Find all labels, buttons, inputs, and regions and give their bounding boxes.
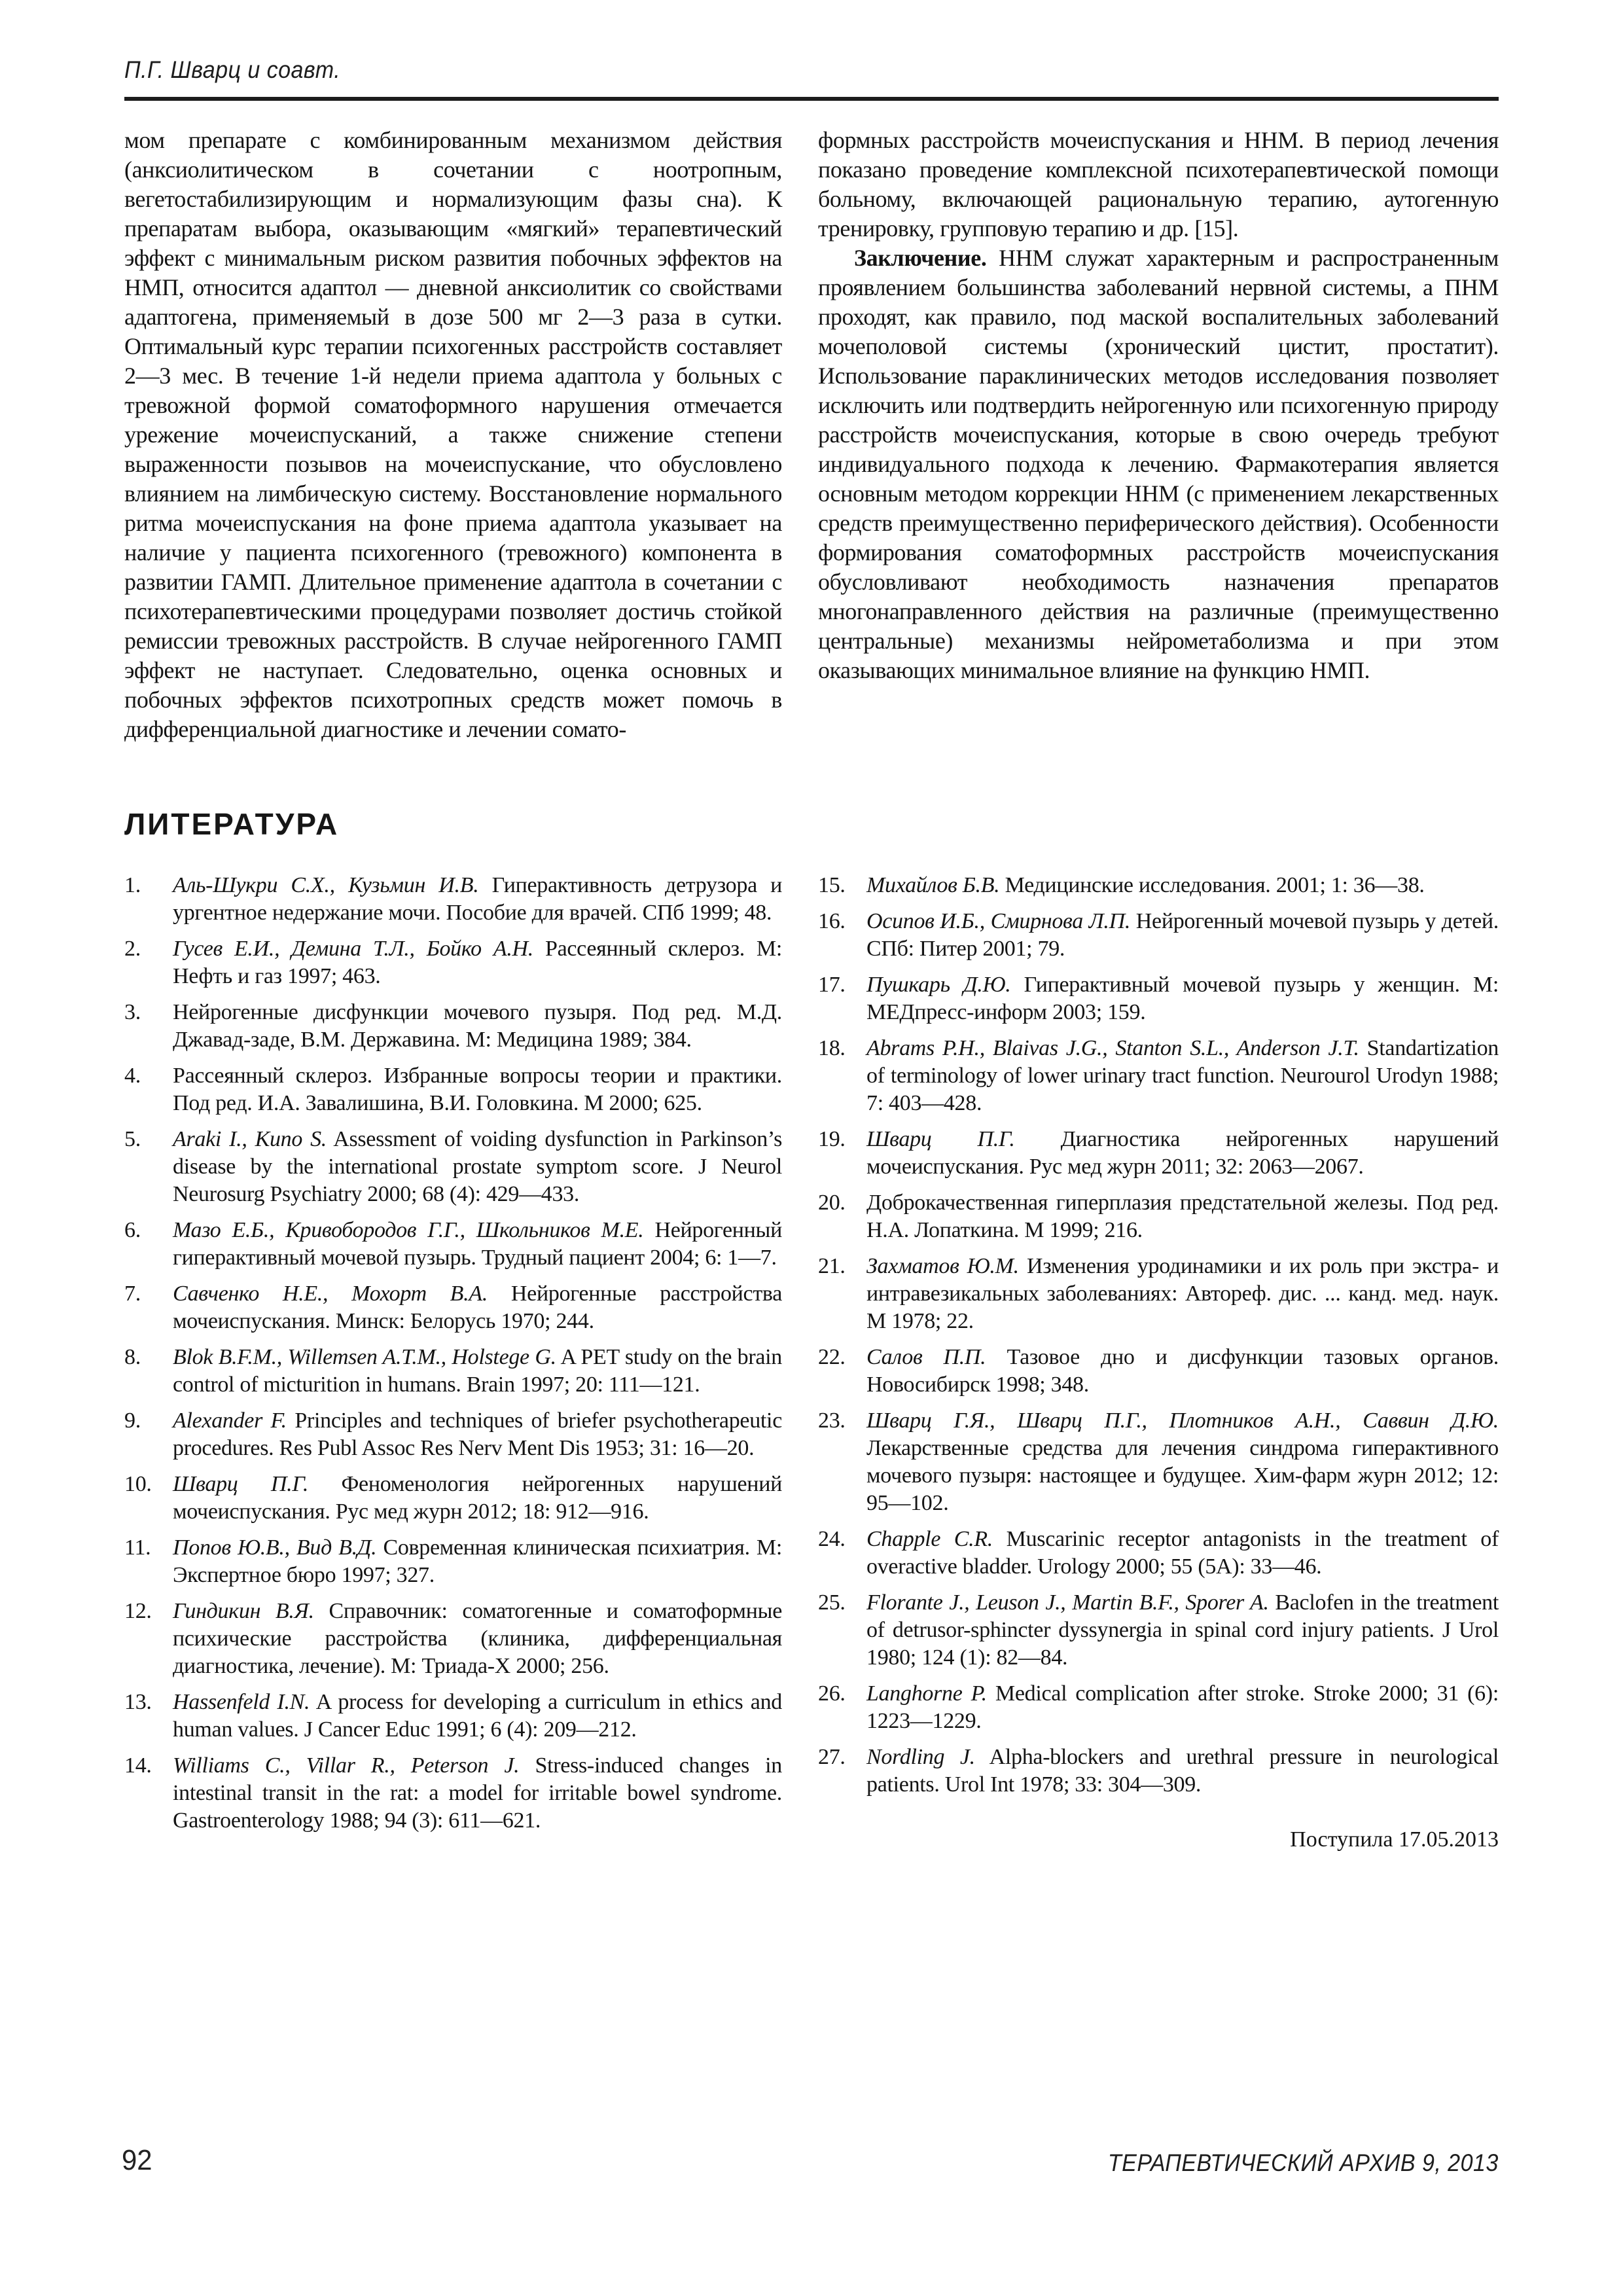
reference-text: Araki I., Kuno S. Assessment of voiding dysfunction in Parkinson’s disease by the international prostate symptom score. J Neurol Neurosurg Psychiatry 2000; 68 (4): 429—433. (173, 1127, 783, 1206)
conclusion-label: Заключение. (854, 245, 987, 271)
reference-number: 15. (818, 873, 846, 897)
reference-number: 9. (124, 1408, 141, 1433)
reference-number: 21. (818, 1254, 846, 1278)
reference-number: 12. (124, 1599, 152, 1623)
reference-number: 17. (818, 973, 846, 997)
reference-number: 27. (818, 1745, 846, 1769)
reference-item (818, 971, 1499, 1026)
reference-text: Florante J., Leuson J., Martin B.F., Sporer A. Baclofen in the treatment of detrusor-sphincter dyssynergia in spinal cord injury patients. J Urol 1980; 124 (1): 82—84. (866, 1590, 1499, 1670)
reference-authors: Williams C., Villar R., Peterson J. (173, 1753, 520, 1778)
reference-authors: Захматов Ю.М. (866, 1254, 1019, 1278)
reference-item (124, 1471, 782, 1526)
reference-authors: Михайлов Б.В. (866, 873, 1000, 897)
reference-text: Рассеянный склероз. Избранные вопросы теории и практики. Под ред. И.А. Завалишина, В.И. Головкина. М 2000; 625. (173, 1064, 782, 1115)
reference-authors: Araki I., Kuno S. (173, 1127, 327, 1151)
reference-authors: Florante J., Leuson J., Martin B.F., Sporer A. (866, 1590, 1269, 1615)
reference-authors: Шварц П.Г. (173, 1472, 309, 1496)
reference-number: 5. (124, 1127, 141, 1151)
reference-text: Chapple C.R. Muscarinic receptor antagonists in the treatment of overactive bladder. Urology 2000; 55 (5A): 33—46. (866, 1527, 1499, 1579)
reference-item (124, 872, 782, 927)
reference-number: 1. (124, 873, 141, 897)
reference-item (818, 1744, 1499, 1799)
reference-authors: Chapple C.R. (866, 1527, 993, 1551)
reference-authors: Гиндикин В.Я. (173, 1599, 314, 1623)
reference-number: 18. (818, 1036, 846, 1060)
reference-text: Мазо Е.Б., Кривобородов Г.Г., Школьников М.Е. Нейрогенный гиперактивный мочевой пузырь. Трудный пациент 2004; 6: 1—7. (173, 1218, 782, 1270)
reference-item (818, 1589, 1499, 1672)
reference-item (124, 1689, 782, 1744)
reference-number: 10. (124, 1472, 152, 1496)
reference-authors: Аль-Шукри С.Х., Кузьмин И.В. (173, 873, 479, 897)
running-head-title: П.Г. Шварц и соавт. (124, 56, 341, 83)
reference-authors: Langhorne P. (866, 1681, 987, 1706)
reference-number: 23. (818, 1408, 846, 1433)
reference-item (124, 1598, 782, 1680)
reference-text: Шварц Г.Я., Шварц П.Г., Плотников А.Н., Саввин Д.Ю. Лекарственные средства для лечения синдрома гиперактивного мочевого пузыря: настоящее и будущее. Хим-фарм журн 2012; 12: 95—102. (866, 1408, 1499, 1515)
reference-number: 7. (124, 1282, 141, 1306)
received-date: Поступила 17.05.2013 (1290, 1827, 1499, 1852)
reference-text: Осипов И.Б., Смирнова Л.П. Нейрогенный мочевой пузырь у детей. СПб: Питер 2001; 79. (866, 909, 1499, 961)
reference-item (124, 1280, 782, 1335)
reference-authors: Пушкарь Д.Ю. (866, 973, 1011, 997)
reference-text: Попов Ю.В., Вид В.Д. Современная клиническая психиатрия. М: Экспертное бюро 1997; 327. (173, 1535, 782, 1587)
reference-item (124, 1407, 782, 1462)
reference-text: Захматов Ю.М. Изменения уродинамики и их роль при экстра- и интравезикальных заболеваниях: Автореф. дис. ... канд. мед. наук. М 1978; 22. (866, 1254, 1499, 1333)
reference-text: Гусев Е.И., Демина Т.Л., Бойко А.Н. Рассеянный склероз. М: Нефть и газ 1997; 463. (173, 937, 782, 988)
reference-text: Williams C., Villar R., Peterson J. Stress-induced changes in intestinal transit in the rat: a model for irritable bowel syndrome. Gastroenterology 1988; 94 (3): 611—621. (173, 1753, 782, 1833)
reference-item (818, 1680, 1499, 1735)
reference-item (818, 1035, 1499, 1117)
reference-text: Доброкачественная гиперплазия предстательной железы. Под ред. Н.А. Лопаткина. М 1999; 216. (866, 1191, 1499, 1242)
reference-number: 26. (818, 1681, 846, 1706)
reference-text: Михайлов Б.В. Медицинские исследования. 2001; 1: 36—38. (866, 873, 1425, 897)
header-rule (124, 97, 1499, 101)
reference-list-right (818, 872, 1499, 1854)
reference-item (818, 1526, 1499, 1581)
reference-authors: Попов Ю.В., Вид В.Д. (173, 1535, 377, 1560)
reference-number: 8. (124, 1345, 141, 1369)
reference-authors: Осипов И.Б., Смирнова Л.П. (866, 909, 1131, 933)
reference-item (818, 1189, 1499, 1244)
reference-authors: Савченко Н.Е., Мохорт В.А. (173, 1282, 488, 1306)
reference-authors: Салов П.П. (866, 1345, 986, 1369)
reference-authors: Blok B.F.M., Willemsen A.T.M., Holstege G. (173, 1345, 556, 1369)
reference-item (124, 1217, 782, 1272)
reference-text: Пушкарь Д.Ю. Гиперактивный мочевой пузырь у женщин. М: МЕДпресс-информ 2003; 159. (866, 973, 1499, 1024)
reference-text: Салов П.П. Тазовое дно и дисфункции тазовых органов. Новосибирск 1998; 348. (866, 1345, 1499, 1397)
reference-authors: Мазо Е.Б., Кривобородов Г.Г., Школьников М.Е. (173, 1218, 644, 1242)
reference-text: Савченко Н.Е., Мохорт В.А. Нейрогенные расстройства мочеиспускания. Минск: Белорусь 1970; 244. (173, 1282, 783, 1333)
reference-number: 16. (818, 909, 846, 933)
article-paragraph: мом препарате с комбинированным механизмом действия (анксиолитическом в сочетании с ноотропным, вегетостабилизирующим и нормализующим фазы сна). К препаратам выбора, оказывающим «мягкий» терапевтический эффект с минимальным риском развития побочных эффектов на НМП, относится адаптол — дневной анксиолитик со свойствами адаптогена, применяемый в дозе 500 мг 2—3 раза в сутки. Оптимальный курс терапии психогенных расстройств составляет 2—3 мес. В течение 1-й недели приема адаптола у больных с тревожной формой соматоформного нарушения отмечается урежение мочеиспусканий, а также снижение степени выраженности позывов на мочеиспускание, что обусловлено влиянием на лимбическую систему. Восстановление нормального ритма мочеиспускания на фоне приема адаптола указывает на наличие у пациента психогенного (тревожного) компонента в развитии ГАМП. Длительное применение адаптола в сочетании с психотерапевтическими процедурами позволяет достичь стойкой ремиссии тревожных расстройств. В случае нейрогенного ГАМП эффект не наступает. Следовательно, оценка основных и побочных эффектов психотропных средств может помочь в дифференциальной диагностике и лечении сомато- (124, 127, 782, 742)
reference-item (124, 1534, 782, 1589)
reference-number: 11. (124, 1535, 151, 1560)
reference-item (124, 1126, 782, 1208)
journal-footer-title: ТЕРАПЕВТИЧЕСКИЙ АРХИВ 9, 2013 (1108, 2149, 1499, 2176)
reference-authors: Nordling J. (866, 1745, 975, 1769)
reference-item (124, 1344, 782, 1399)
reference-item (124, 1752, 782, 1835)
reference-text: Alexander F. Principles and techniques of briefer psychotherapeutic procedures. Res Publ Assoc Res Nerv Ment Dis 1953; 31: 16—20. (173, 1408, 782, 1460)
reference-text: Шварц П.Г. Диагностика нейрогенных нарушений мочеиспускания. Рус мед журн 2011; 32: 2063—2067. (866, 1127, 1499, 1179)
reference-number: 19. (818, 1127, 846, 1151)
reference-authors: Hassenfeld I.N. (173, 1690, 310, 1714)
reference-authors: Гусев Е.И., Демина Т.Л., Бойко А.Н. (173, 937, 533, 961)
reference-number: 3. (124, 1000, 141, 1024)
reference-item (124, 935, 782, 990)
reference-item (818, 1253, 1499, 1335)
literature-heading: ЛИТЕРАТУРА (124, 807, 340, 841)
reference-item (124, 999, 782, 1054)
article-text-column-right (818, 126, 1499, 685)
reference-text: Nordling J. Alpha-blockers and urethral pressure in neurological patients. Urol Int 1978; 33: 304—309. (866, 1745, 1499, 1797)
reference-number: 22. (818, 1345, 846, 1369)
reference-item (818, 908, 1499, 963)
reference-text: Шварц П.Г. Феноменология нейрогенных нарушений мочеиспускания. Рус мед журн 2012; 18: 912—916. (173, 1472, 782, 1524)
reference-text: Аль-Шукри С.Х., Кузьмин И.В. Гиперактивность детрузора и ургентное недержание мочи. Пособие для врачей. СПб 1999; 48. (173, 873, 782, 925)
reference-authors: Alexander F. (173, 1408, 287, 1433)
reference-number: 24. (818, 1527, 846, 1551)
reference-authors: Abrams P.H., Blaivas J.G., Stanton S.L., Anderson J.T. (866, 1036, 1359, 1060)
reference-item (818, 1344, 1499, 1399)
page-number: 92 (122, 2144, 152, 2176)
reference-number: 20. (818, 1191, 846, 1215)
reference-text: Нейрогенные дисфункции мочевого пузыря. Под ред. М.Д. Джавад-заде, В.М. Державина. М: Медицина 1989; 384. (173, 1000, 782, 1052)
reference-number: 2. (124, 937, 141, 961)
reference-text: Abrams P.H., Blaivas J.G., Stanton S.L., Anderson J.T. Standartization of terminology of lower urinary tract function. Neurourol Urodyn 1988; 7: 403—428. (866, 1036, 1499, 1115)
article-paragraph: формных расстройств мочеиспускания и ННМ. В период лечения показано проведение комплексной психотерапевтической помощи больному, включающей рациональную терапию, аутогенную тренировку, групповую терапию и др. [15]. (818, 127, 1499, 242)
reference-number: 14. (124, 1753, 152, 1778)
reference-text: Hassenfeld I.N. A process for developing a curriculum in ethics and human values. J Cancer Educ 1991; 6 (4): 209—212. (173, 1690, 782, 1742)
reference-list-left (124, 872, 782, 1843)
reference-item (124, 1062, 782, 1117)
reference-text: Гиндикин В.Я. Справочник: соматогенные и соматоформные психические расстройства (клиника, дифференциальная диагностика, лечение). М: Триада-Х 2000; 256. (173, 1599, 782, 1678)
reference-number: 13. (124, 1690, 152, 1714)
conclusion-paragraph (818, 243, 1499, 685)
reference-text: Langhorne P. Medical complication after stroke. Stroke 2000; 31 (6): 1223—1229. (866, 1681, 1499, 1733)
reference-number: 4. (124, 1064, 141, 1088)
reference-authors: Шварц П.Г. (866, 1127, 1015, 1151)
reference-item (818, 872, 1499, 899)
reference-item (818, 1126, 1499, 1181)
conclusion-text: ННМ служат характерным и распространенным проявлением большинства заболеваний нервной системы, а ПНМ проходят, как правило, под маской воспалительных заболеваний мочеполовой системы (хронический цистит, простатит). Использование параклинических методов исследования позволяет исключить или подтвердить нейрогенную или психогенную природу расстройств мочеиспускания, которые в свою очередь требуют индивидуального подхода к лечению. Фармакотерапия является основным методом коррекции ННМ (с применением лекарственных средств преимущественно периферического действия). Особенности формирования соматоформных расстройств мочеиспускания обусловливают необходимость назначения препаратов многонаправленного действия на различные (преимущественно центральные) механизмы нейрометаболизма и при этом оказывающих минимальное влияние на функцию НМП. (818, 245, 1499, 683)
reference-text: Blok B.F.M., Willemsen A.T.M., Holstege G. A PET study on the brain control of micturition in humans. Brain 1997; 20: 111—121. (173, 1345, 782, 1397)
reference-number: 6. (124, 1218, 141, 1242)
reference-authors: Шварц Г.Я., Шварц П.Г., Плотников А.Н., Саввин Д.Ю. (866, 1408, 1499, 1433)
article-text-column-left (124, 126, 782, 744)
reference-number: 25. (818, 1590, 846, 1615)
reference-item (818, 1407, 1499, 1517)
